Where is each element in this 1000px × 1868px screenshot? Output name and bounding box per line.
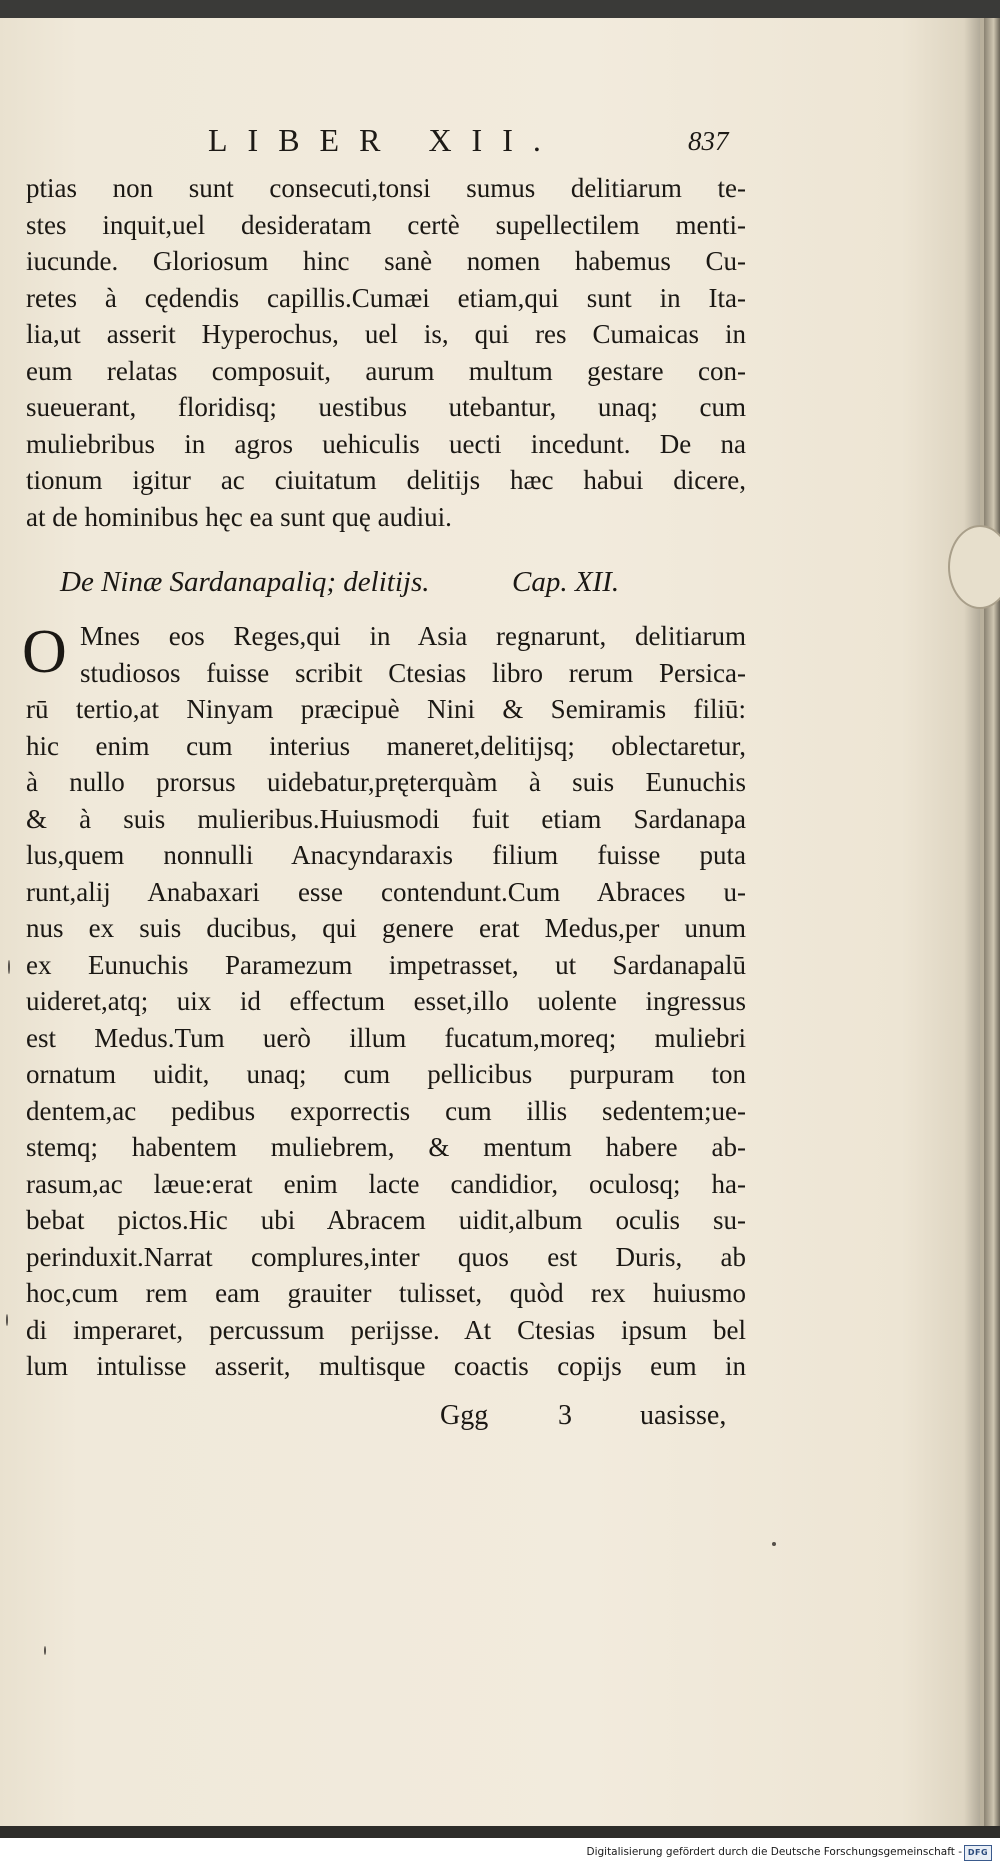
text-line: muliebribus in agros uehiculis uecti incedunt. De na: [26, 428, 746, 459]
page-number: 837: [688, 126, 729, 156]
text-line: bebat pictos.Hic ubi Abracem uidit,album oculis su-: [26, 1205, 746, 1235]
paper-speck: [6, 1314, 8, 1326]
text-line: at de hominibus hęc ea sunt quę audiui.: [26, 501, 452, 532]
dfg-logo-icon: DFG: [964, 1845, 992, 1861]
running-title: LIBER XII.: [208, 122, 561, 158]
text-line: rū tertio,at Ninyam præcipuè Nini & Semiramis filiū:: [26, 694, 746, 724]
text-line: studiosos fuisse scribit Ctesias libro rerum Persica-: [80, 657, 746, 688]
text-line: à nullo prorsus uidebatur,pręterquàm à suis Eunuchis: [26, 767, 746, 797]
paper-speck: [8, 960, 10, 974]
catchword: uasisse,: [640, 1400, 727, 1431]
text-line: dentem,ac pedibus exporrectis cum illis sedentem;ue-: [26, 1095, 746, 1126]
text-line: ptias non sunt consecuti,tonsi sumus delitiarum te-: [26, 173, 746, 203]
text-line: lia,ut asserit Hyperochus, uel is, qui res Cumaicas in: [26, 319, 746, 349]
text-line: sueuerant, floridisq; uestibus utebantur, unaq; cum: [26, 392, 746, 422]
page-edge: [984, 18, 1000, 1826]
footer-bar: [0, 1838, 1000, 1868]
text-line: uideret,atq; uix id effectum esset,illo uolente ingressus: [26, 986, 746, 1016]
drop-cap: O: [22, 618, 67, 686]
text-line: perinduxit.Narrat complures,inter quos est Duris, ab: [26, 1241, 746, 1272]
text-line: nus ex suis ducibus, qui genere erat Medus,per unum: [26, 913, 746, 943]
text-line: stes inquit,uel desideratam certè supellectilem menti-: [26, 209, 746, 240]
text-line: stemq; habentem muliebrem, & mentum habere ab-: [26, 1132, 746, 1162]
running-head: [0, 122, 960, 166]
text-line: & à suis mulieribus.Huiusmodi fuit etiam Sardanapa: [26, 803, 746, 834]
text-line: ornatum uidit, unaq; cum pellicibus purpuram ton: [26, 1059, 746, 1089]
page-shadow: [964, 18, 980, 1826]
text-line: retes à cędendis capillis.Cumæi etiam,qui sunt in Ita-: [26, 282, 746, 313]
paragraph-1: [26, 170, 746, 535]
text-line: runt,alij Anabaxari esse contendunt.Cum Abraces u-: [26, 876, 746, 907]
text-line: hic enim cum interius maneret,delitijsq; oblectaretur,: [26, 730, 746, 761]
text-line: ex Eunuchis Paramezum impetrasset, ut Sardanapalū: [26, 949, 746, 980]
text-line: lus,quem nonnulli Anacyndaraxis filium fuisse puta: [26, 840, 746, 870]
signature-mark: Ggg: [440, 1400, 489, 1431]
paragraph-2: [26, 618, 746, 1385]
signature-number: 3: [558, 1400, 572, 1431]
text-line: est Medus.Tum uerò illum fucatum,moreq; muliebri: [26, 1022, 746, 1053]
text-line: di imperaret, percussum perijsse. At Ctesias ipsum bel: [26, 1314, 746, 1345]
chapter-title: De Ninæ Sardanapaliq; delitijs.: [60, 566, 430, 598]
text-line: eum relatas composuit, aurum multum gestare con-: [26, 355, 746, 386]
text-line: rasum,ac læue:erat enim lacte candidior, oculosq; ha-: [26, 1168, 746, 1199]
catchline: [440, 1400, 740, 1440]
text-line: iucunde. Gloriosum hinc sanè nomen habemus Cu-: [26, 246, 746, 276]
funding-credit: Digitalisierung gefördert durch die Deutsche Forschungsgemeinschaft -: [586, 1846, 962, 1858]
chapter-number: Cap. XII.: [512, 566, 620, 598]
scan-bottom-band: [0, 1826, 1000, 1838]
text-line: lum intulisse asserit, multisque coactis copijs eum in: [26, 1351, 746, 1381]
text-line: hoc,cum rem eam grauiter tulisset, quòd rex huiusmo: [26, 1278, 746, 1308]
text-line: tionum igitur ac ciuitatum delitijs hæc habui dicere,: [26, 465, 746, 495]
chapter-heading: [60, 566, 700, 606]
paper-speck: [772, 1542, 776, 1546]
text-line: Mnes eos Reges,qui in Asia regnarunt, delitiarum: [80, 621, 746, 651]
paper-speck: [44, 1646, 46, 1655]
